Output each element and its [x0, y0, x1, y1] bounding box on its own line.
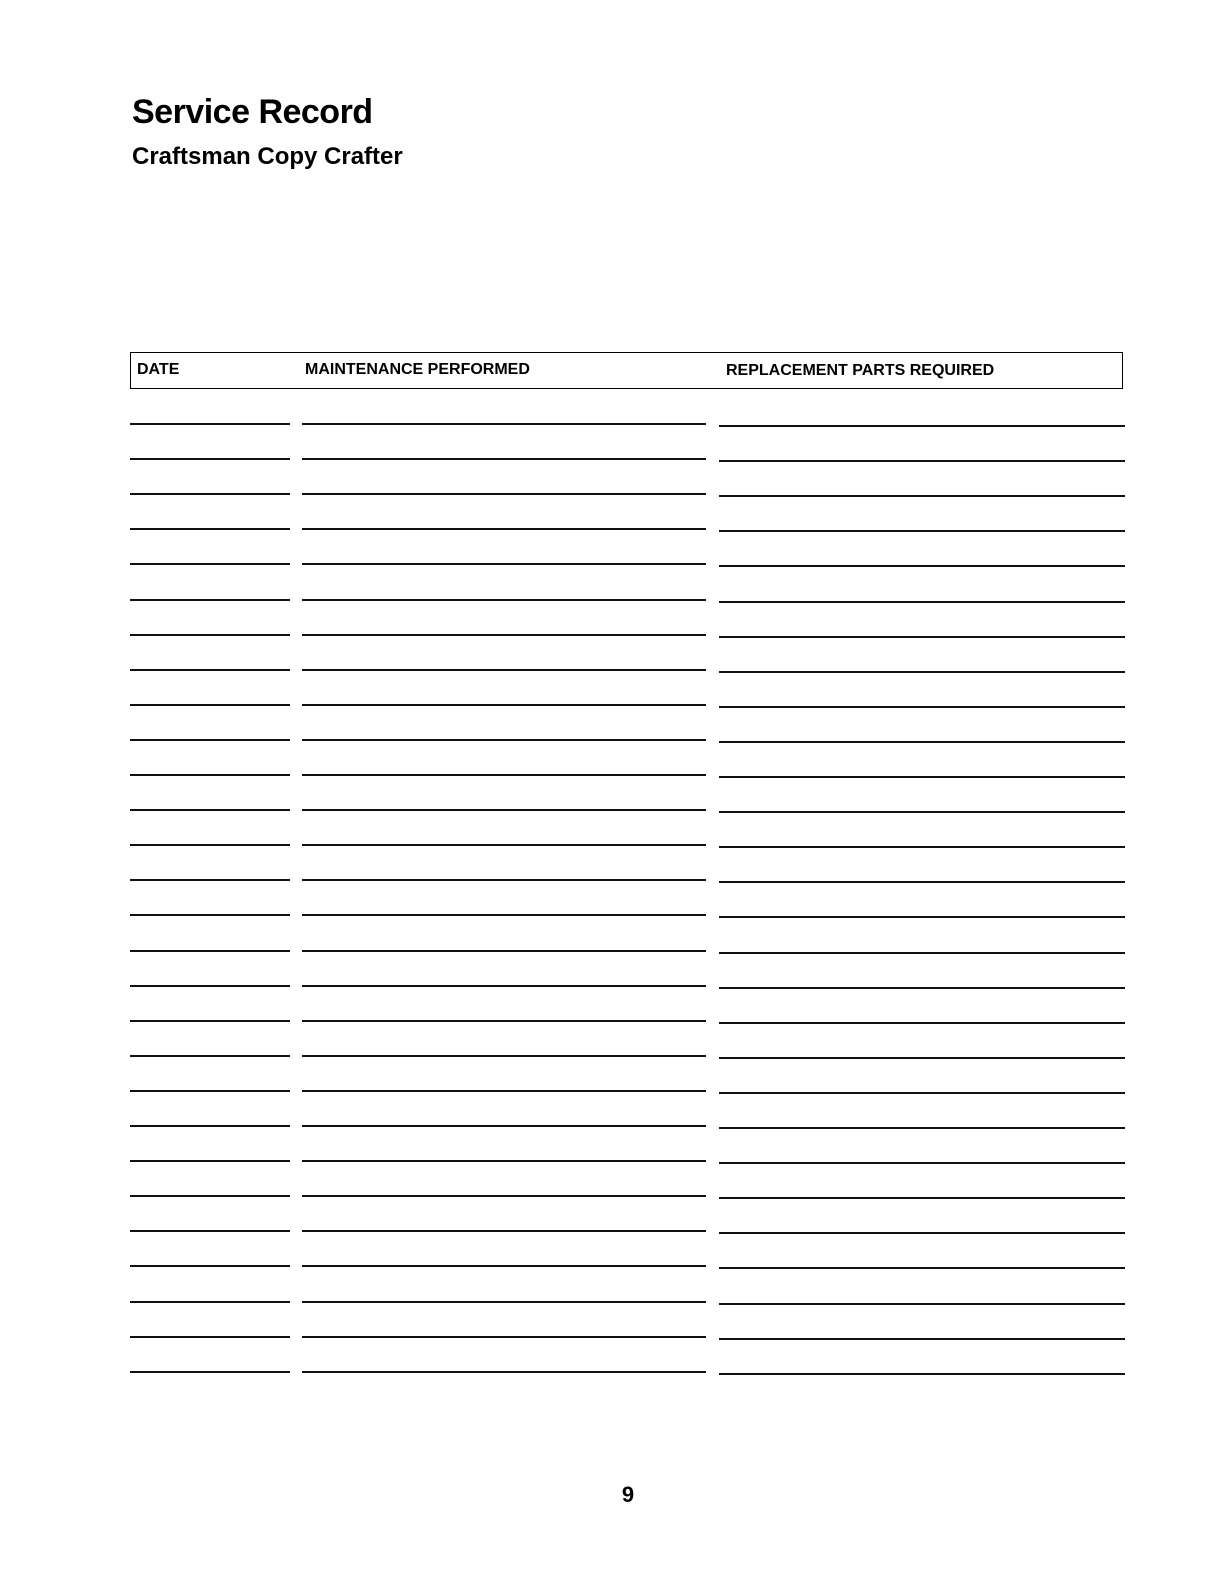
- maintenance-line: [302, 1265, 706, 1267]
- parts-line: [719, 636, 1125, 638]
- parts-line: [719, 776, 1125, 778]
- maintenance-line: [302, 493, 706, 495]
- maintenance-line: [302, 985, 706, 987]
- parts-line: [719, 1267, 1125, 1269]
- maintenance-line: [302, 1055, 706, 1057]
- date-line: [130, 1090, 290, 1092]
- parts-line: [719, 916, 1125, 918]
- maintenance-line: [302, 1336, 706, 1338]
- date-line: [130, 458, 290, 460]
- date-line: [130, 1230, 290, 1232]
- maintenance-line: [302, 774, 706, 776]
- parts-line: [719, 671, 1125, 673]
- parts-line: [719, 1092, 1125, 1094]
- date-line: [130, 739, 290, 741]
- date-line: [130, 1125, 290, 1127]
- parts-line: [719, 495, 1125, 497]
- maintenance-line: [302, 458, 706, 460]
- maintenance-line: [302, 423, 706, 425]
- date-line: [130, 985, 290, 987]
- maintenance-line: [302, 1160, 706, 1162]
- column-header-date: DATE: [137, 361, 180, 378]
- date-line: [130, 1336, 290, 1338]
- column-header-maintenance-performed: MAINTENANCE PERFORMED: [305, 361, 530, 378]
- page-title: Service Record: [132, 93, 373, 131]
- maintenance-line: [302, 879, 706, 881]
- parts-line: [719, 1338, 1125, 1340]
- column-header-replacement-parts-required: REPLACEMENT PARTS REQUIRED: [726, 362, 995, 379]
- date-line: [130, 563, 290, 565]
- date-line: [130, 774, 290, 776]
- parts-line: [719, 1373, 1125, 1375]
- date-line: [130, 704, 290, 706]
- maintenance-line: [302, 528, 706, 530]
- parts-line: [719, 741, 1125, 743]
- date-line: [130, 1020, 290, 1022]
- date-line: [130, 1195, 290, 1197]
- parts-line: [719, 1162, 1125, 1164]
- date-line: [130, 634, 290, 636]
- maintenance-line: [302, 1301, 706, 1303]
- maintenance-line: [302, 1125, 706, 1127]
- date-line: [130, 879, 290, 881]
- date-line: [130, 528, 290, 530]
- parts-line: [719, 601, 1125, 603]
- maintenance-line: [302, 634, 706, 636]
- date-line: [130, 1301, 290, 1303]
- date-line: [130, 914, 290, 916]
- parts-line: [719, 811, 1125, 813]
- parts-line: [719, 1303, 1125, 1305]
- parts-line: [719, 706, 1125, 708]
- maintenance-line: [302, 809, 706, 811]
- date-line: [130, 1371, 290, 1373]
- parts-line: [719, 1127, 1125, 1129]
- parts-line: [719, 1197, 1125, 1199]
- parts-line: [719, 881, 1125, 883]
- date-line: [130, 809, 290, 811]
- page-subtitle: Craftsman Copy Crafter: [132, 143, 403, 170]
- date-line: [130, 950, 290, 952]
- maintenance-line: [302, 914, 706, 916]
- maintenance-line: [302, 669, 706, 671]
- parts-line: [719, 565, 1125, 567]
- parts-line: [719, 1057, 1125, 1059]
- maintenance-line: [302, 950, 706, 952]
- maintenance-line: [302, 1020, 706, 1022]
- parts-line: [719, 460, 1125, 462]
- parts-line: [719, 530, 1125, 532]
- date-line: [130, 844, 290, 846]
- maintenance-line: [302, 739, 706, 741]
- maintenance-line: [302, 704, 706, 706]
- parts-line: [719, 987, 1125, 989]
- date-line: [130, 1055, 290, 1057]
- parts-line: [719, 1022, 1125, 1024]
- page-number: 9: [621, 1482, 635, 1507]
- date-line: [130, 1265, 290, 1267]
- parts-line: [719, 846, 1125, 848]
- maintenance-line: [302, 844, 706, 846]
- maintenance-line: [302, 1195, 706, 1197]
- date-line: [130, 669, 290, 671]
- date-line: [130, 599, 290, 601]
- maintenance-line: [302, 1230, 706, 1232]
- maintenance-line: [302, 1090, 706, 1092]
- date-line: [130, 423, 290, 425]
- date-line: [130, 1160, 290, 1162]
- maintenance-line: [302, 599, 706, 601]
- date-line: [130, 493, 290, 495]
- service-record-table-header: [130, 352, 1123, 389]
- maintenance-line: [302, 563, 706, 565]
- parts-line: [719, 1232, 1125, 1234]
- parts-line: [719, 952, 1125, 954]
- maintenance-line: [302, 1371, 706, 1373]
- parts-line: [719, 425, 1125, 427]
